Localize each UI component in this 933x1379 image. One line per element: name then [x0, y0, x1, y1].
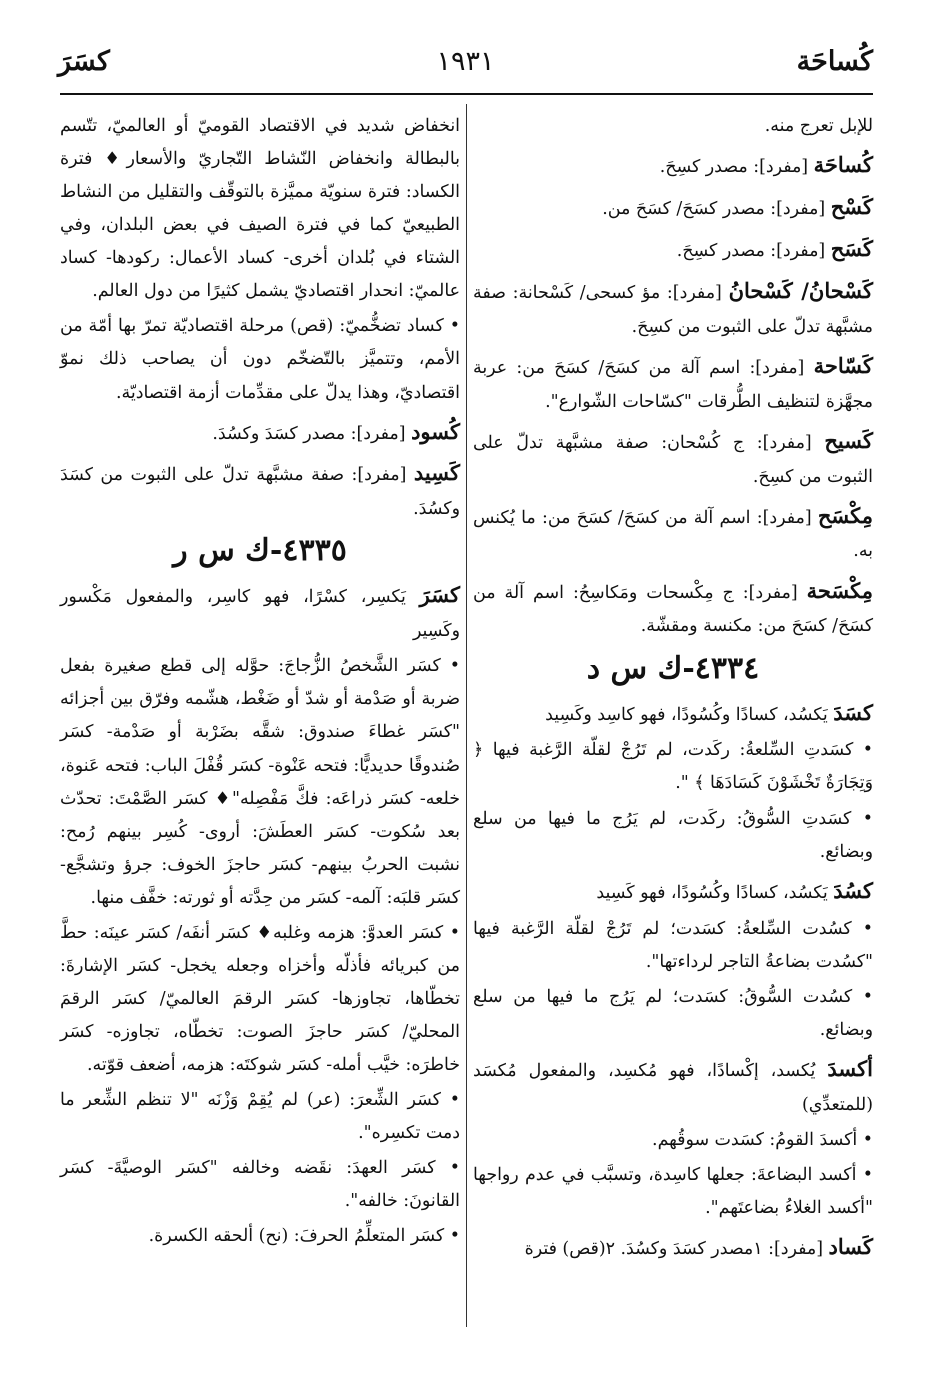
entry-text	[60, 110, 460, 308]
entry-text	[473, 803, 873, 869]
running-head-first-word: كُساحَة	[796, 46, 873, 77]
definition-text: [مفرد]: اسم آلة من كسَحَ/ كسَحَ من: عربة مجهَّزة لتنظيف الطُّرقات "كسّاحات الشّوارع".	[473, 357, 873, 412]
page-number: ١٩٣١	[436, 46, 495, 77]
dictionary-entry	[473, 571, 873, 644]
definition-text: • كساد تضخُّميّ: (قص) مرحلة اقتصاديّة تمرّ بها أمّة من الأمم، وتتميَّز بالتّضخّم دون أن يصاحب ذلك نموّ اقتصاديّ، وهذا يدلّ على مقدِّمات أزمة اقتصاديّة.	[60, 316, 460, 403]
headword: أكسدَ	[827, 1055, 873, 1081]
page-header	[58, 38, 873, 78]
definition-text: • كسَدتِ السُّوقُ: ركَدت، لم يَرُج ما فيها من سلع وبضائع.	[473, 808, 873, 862]
dictionary-entry	[473, 871, 873, 911]
column-divider	[466, 104, 467, 1327]
definition-text: يَكسُد، كسادًا وكُسُودًا، فهو كاسِد وكَسِيد	[545, 704, 834, 725]
entry-text	[60, 1152, 460, 1218]
headword: كسُدَ	[833, 877, 873, 903]
dictionary-entry	[60, 575, 460, 648]
headword: كَسَح	[830, 235, 873, 261]
dictionary-entry	[473, 496, 873, 569]
headword: كُساحَة	[813, 152, 873, 178]
definition-text: • كسُدت السُّوقُ: كسَدت؛ لم يَرُج ما فيها من سلع وبضائع.	[473, 986, 873, 1040]
definition-text: • أكسدَ القومُ: كسَدت سوقُهم.	[652, 1129, 873, 1150]
dictionary-entry	[473, 145, 873, 185]
definition-text: • كسَر المتعلِّمُ الحرفَ: (نح) ألحقه الكسرة.	[148, 1226, 460, 1247]
definition-text: [مفرد]: ج كُسْحان: صفة مشبَّهة تدلّ على الثبوت من كسِحَ.	[473, 432, 873, 487]
headword: مِكْسَح	[817, 502, 873, 528]
definition-text: [مفرد]: مصدر كسَدَ وكسُدَ.	[212, 423, 412, 444]
entry-text	[473, 734, 873, 800]
dictionary-entry	[473, 346, 873, 419]
left-column	[60, 110, 460, 1255]
definition-text: • كسَر العدوَّ: هزمه وغلبه♦ كسَر أنفَه/ كسَر عينَه: حطَّ من كبريائه فأذلّه وأخزاه وجعله يخجل- كسَر الإشارةَ: تخطّاها، تجاوزها- كسَر الرقمَ العالميّ/ كسَر الرقمَ المحليّ/ كسَر حاجزَ الصوت: تخطّاه، تجاوزه- كسَر خاطرَه: خيَّب أمله- كسَر شوكتَه: هزمه، أضعف قوّته.	[60, 922, 460, 1076]
root-heading: ٤٣٣٤-ك س د	[586, 650, 760, 686]
dictionary-entry	[60, 412, 460, 452]
headword: كَسِيد	[413, 460, 460, 486]
entry-text	[473, 1159, 873, 1225]
definition-text: [مفرد]: ج مِكْسحات ومَكاسِحُ: اسم آلة من كسَحَ/ كسَحَ من: مكنسة ومقشّة.	[473, 582, 873, 637]
headword: مِكْسَحة	[806, 577, 873, 603]
headword: كسَدَ	[833, 699, 873, 725]
dictionary-entry	[473, 229, 873, 269]
definition-text: يَكسُد، كسادًا وكُسُودًا، فهو كَسِيد	[596, 882, 834, 903]
running-head-last-word: كسَرَ	[58, 46, 110, 77]
entry-text	[473, 981, 873, 1047]
definition-text: • أكسد البضاعةَ: جعلها كاسِدة، وتسبَّب في عدم رواجها "أكسد الغلاءُ بضاعتَهم".	[473, 1164, 873, 1218]
definition-text: [مفرد]: اسم آلة من كسَحَ/ كسَحَ من: ما يُكنس به.	[473, 507, 873, 562]
definition-text: [مفرد]: صفة مشبَّهة تدلّ على الثبوت من كسَدَ وكسُدَ.	[60, 465, 460, 520]
headword: كَسْح	[830, 193, 873, 219]
entry-text	[60, 1220, 460, 1253]
definition-text: [مفرد]: مؤ كسحى/ كَسْحانة: صفة مشبَّهة تدلّ على الثبوت من كسِحَ.	[473, 282, 873, 337]
headword: كسَرَ	[419, 582, 460, 608]
headword: كَسيح	[824, 427, 873, 453]
entry-text	[473, 110, 873, 143]
entry-text	[473, 1124, 873, 1157]
definition-text: [مفرد]: مصدر كسِحَ.	[659, 157, 814, 178]
entry-text	[60, 1084, 460, 1150]
definition-text: • كسَدتِ السِّلعةُ: ركَدت، لم تَرُجْ لقلّة الرَّغبة فيها ﴿ وَتِجَارَةٌ تَخْشَوْنَ كَسَادَهَا ﴾ ".	[473, 740, 873, 794]
definition-text: يُكسد، إكْسادًا، فهو مُكسِد، والمفعول مُكسَد (للمتعدِّي)	[473, 1060, 873, 1115]
entry-text	[60, 917, 460, 1082]
entry-text	[60, 310, 460, 409]
headword: كُسود	[411, 418, 460, 444]
definition-text: [مفرد]: ١مصدر كسَدَ وكسُدَ. ٢(قص) فترة	[524, 1238, 829, 1259]
definition-text: [مفرد]: مصدر كسَحَ/ كسَحَ من.	[602, 198, 831, 219]
dictionary-entry	[473, 421, 873, 494]
definition-text: للإبل تعرج منه.	[764, 116, 873, 136]
dictionary-entry	[473, 1049, 873, 1122]
definition-text: يَكسِر، كسْرًا، فهو كاسِر، والمفعول مَكْسور وكَسِير	[60, 587, 460, 642]
definition-text: • كسَر الشِّعرَ: (عر) لم يُقِمْ وَزْنَه "لا تنظم الشِّعر ما دمت تكسِره".	[60, 1090, 460, 1144]
root-heading: ٤٣٣٥-ك س ر	[173, 533, 347, 569]
entry-text	[60, 650, 460, 915]
headword: كَسّاحة	[813, 352, 873, 378]
dictionary-entry	[473, 693, 873, 733]
definition-text: • كسَر العهدَ: نقَضه وخالفه "كسَر الوصيَّةَ- كسَر القانونَ: خالفه".	[60, 1158, 460, 1212]
definition-text: انخفاض شديد في الاقتصاد القوميّ أو العالميّ، تتّسم بالبطالة وانخفاض النّشاط التّجاريّ والأسعار♦ فترة الكساد: فترة سنويّة مميَّزة بالتوقّف والتقليل من النشاط الطبيعيّ كما في فترة الصيف في بعض البلدان، وفي الشتاء في بُلدان أخرى- كساد الأعمال: ركودها- كساد عالميّ: انحدار اقتصاديّ يشمل كثيرًا من دول العالم.	[60, 116, 460, 302]
dictionary-entry	[473, 1227, 873, 1267]
definition-text: • كسُدت السِّلعةُ: كسَدت؛ لم تَرُجْ لقلّة الرَّغبة فيها "كسُدت بضاعةُ التاجر لرداءتها".	[473, 918, 873, 972]
definition-text: • كسَر الشَّخصُ الزُّجاجَ: حوَّله إلى قطع صغيرة بفعل ضربة أو صَدْمة أو شدّ أو ضَغْط، هشّمه وفرّق بين أجزائه "كسَر غطاءَ صندوق: شقَّه بضَرْبة أو صَدْمة- كسَر صُندوقًا حديديًّا: فتحه عَنْوة- كسَر قُفْلَ الباب: فتحه عَنوة، خلعه- كسَر ذراعَه: فكَّ مَفْصِله"♦ كسَر الصَّمْتَ: تحدّث بعد سُكوت- كسَر العطَشَ: أروى- كُسِر بينهم رُمح: نشبت الحربُ بينهم- كسَر حاجزَ الخوف: جرؤ وتشجَّع- كسَر قلبَه: آلمه- كسَر من حِدَّته أو ثورته: خفَّف منها.	[60, 656, 460, 908]
dictionary-entry	[60, 453, 460, 526]
header-rule	[60, 93, 873, 95]
headword: كَسْحانُ/ كَسْحانُ	[728, 277, 874, 303]
right-column	[473, 110, 873, 1269]
dictionary-entry	[473, 187, 873, 227]
entry-text	[473, 913, 873, 979]
dictionary-entry	[473, 271, 873, 344]
headword: كَساد	[828, 1233, 873, 1259]
definition-text: [مفرد]: مصدر كسِحَ.	[676, 240, 831, 261]
